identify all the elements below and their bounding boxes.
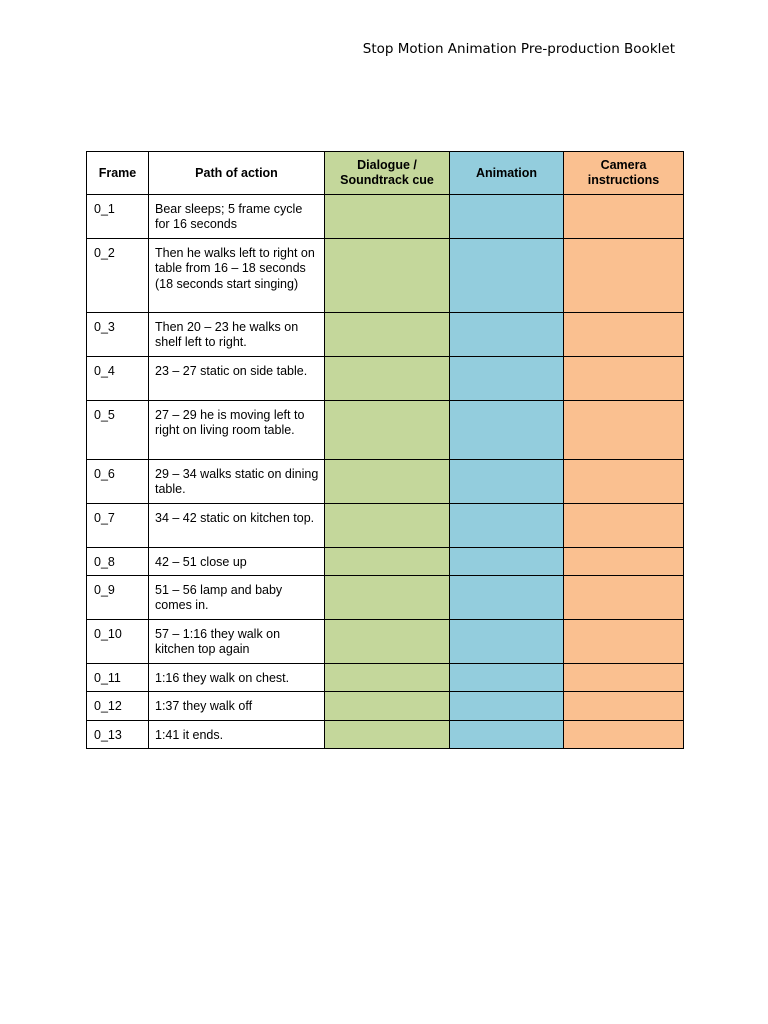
camera-instructions-cell <box>564 504 684 548</box>
frame-cell: 0_4 <box>87 357 149 401</box>
dialogue-cell <box>325 504 450 548</box>
page-header: Stop Motion Animation Pre-production Booklet <box>362 41 675 57</box>
camera-instructions-cell <box>564 460 684 504</box>
table-row <box>87 664 684 692</box>
table-header-row <box>87 152 684 195</box>
frame-cell: 0_8 <box>87 548 149 576</box>
camera-instructions-cell <box>564 239 684 313</box>
column-header-path-of-action: Path of action <box>149 152 325 195</box>
dialogue-cell <box>325 401 450 460</box>
dialogue-cell <box>325 576 450 620</box>
path-of-action-cell: 1:16 they walk on chest. <box>149 664 325 692</box>
table-row <box>87 313 684 357</box>
table-row <box>87 620 684 664</box>
frame-cell: 0_13 <box>87 721 149 749</box>
camera-instructions-cell <box>564 548 684 576</box>
path-of-action-cell: 23 – 27 static on side table. <box>149 357 325 401</box>
table-row <box>87 239 684 313</box>
column-header-camera: Camera instructions <box>564 152 684 195</box>
frame-cell: 0_6 <box>87 460 149 504</box>
dialogue-cell <box>325 692 450 721</box>
frame-cell: 0_2 <box>87 239 149 313</box>
dialogue-cell <box>325 548 450 576</box>
dialogue-cell <box>325 460 450 504</box>
camera-instructions-cell <box>564 692 684 721</box>
column-header-animation: Animation <box>450 152 564 195</box>
table-body <box>87 195 684 749</box>
table-row <box>87 692 684 721</box>
table-row <box>87 357 684 401</box>
animation-cell <box>450 357 564 401</box>
frame-cell: 0_11 <box>87 664 149 692</box>
dialogue-cell <box>325 239 450 313</box>
dialogue-cell <box>325 721 450 749</box>
table-row <box>87 721 684 749</box>
path-of-action-cell: 29 – 34 walks static on dining table. <box>149 460 325 504</box>
animation-cell <box>450 401 564 460</box>
animation-cell <box>450 195 564 239</box>
camera-instructions-cell <box>564 576 684 620</box>
animation-cell <box>450 460 564 504</box>
table-row <box>87 548 684 576</box>
camera-instructions-cell <box>564 357 684 401</box>
frame-cell: 0_3 <box>87 313 149 357</box>
animation-cell <box>450 620 564 664</box>
shot-list-table <box>86 151 684 749</box>
frame-cell: 0_9 <box>87 576 149 620</box>
frame-cell: 0_7 <box>87 504 149 548</box>
path-of-action-cell: 1:37 they walk off <box>149 692 325 721</box>
frame-cell: 0_1 <box>87 195 149 239</box>
path-of-action-cell: 57 – 1:16 they walk on kitchen top again <box>149 620 325 664</box>
animation-cell <box>450 692 564 721</box>
animation-cell <box>450 504 564 548</box>
dialogue-cell <box>325 357 450 401</box>
frame-cell: 0_5 <box>87 401 149 460</box>
path-of-action-cell: Bear sleeps; 5 frame cycle for 16 seconds <box>149 195 325 239</box>
path-of-action-cell: 51 – 56 lamp and baby comes in. <box>149 576 325 620</box>
animation-cell <box>450 548 564 576</box>
camera-instructions-cell <box>564 313 684 357</box>
animation-cell <box>450 664 564 692</box>
camera-instructions-cell <box>564 195 684 239</box>
dialogue-cell <box>325 664 450 692</box>
column-header-frame: Frame <box>87 152 149 195</box>
path-of-action-cell: Then he walks left to right on table from 16 – 18 seconds (18 seconds start singing) <box>149 239 325 313</box>
dialogue-cell <box>325 195 450 239</box>
path-of-action-cell: Then 20 – 23 he walks on shelf left to right. <box>149 313 325 357</box>
camera-instructions-cell <box>564 721 684 749</box>
camera-instructions-cell <box>564 620 684 664</box>
table-row <box>87 195 684 239</box>
table-row <box>87 460 684 504</box>
dialogue-cell <box>325 620 450 664</box>
frame-cell: 0_10 <box>87 620 149 664</box>
column-header-dialogue: Dialogue / Soundtrack cue <box>325 152 450 195</box>
path-of-action-cell: 1:41 it ends. <box>149 721 325 749</box>
animation-cell <box>450 313 564 357</box>
camera-instructions-cell <box>564 401 684 460</box>
dialogue-cell <box>325 313 450 357</box>
table-row <box>87 504 684 548</box>
path-of-action-cell: 34 – 42 static on kitchen top. <box>149 504 325 548</box>
animation-cell <box>450 721 564 749</box>
table-row <box>87 576 684 620</box>
path-of-action-cell: 27 – 29 he is moving left to right on living room table. <box>149 401 325 460</box>
camera-instructions-cell <box>564 664 684 692</box>
animation-cell <box>450 239 564 313</box>
table-row <box>87 401 684 460</box>
path-of-action-cell: 42 – 51 close up <box>149 548 325 576</box>
frame-cell: 0_12 <box>87 692 149 721</box>
animation-cell <box>450 576 564 620</box>
